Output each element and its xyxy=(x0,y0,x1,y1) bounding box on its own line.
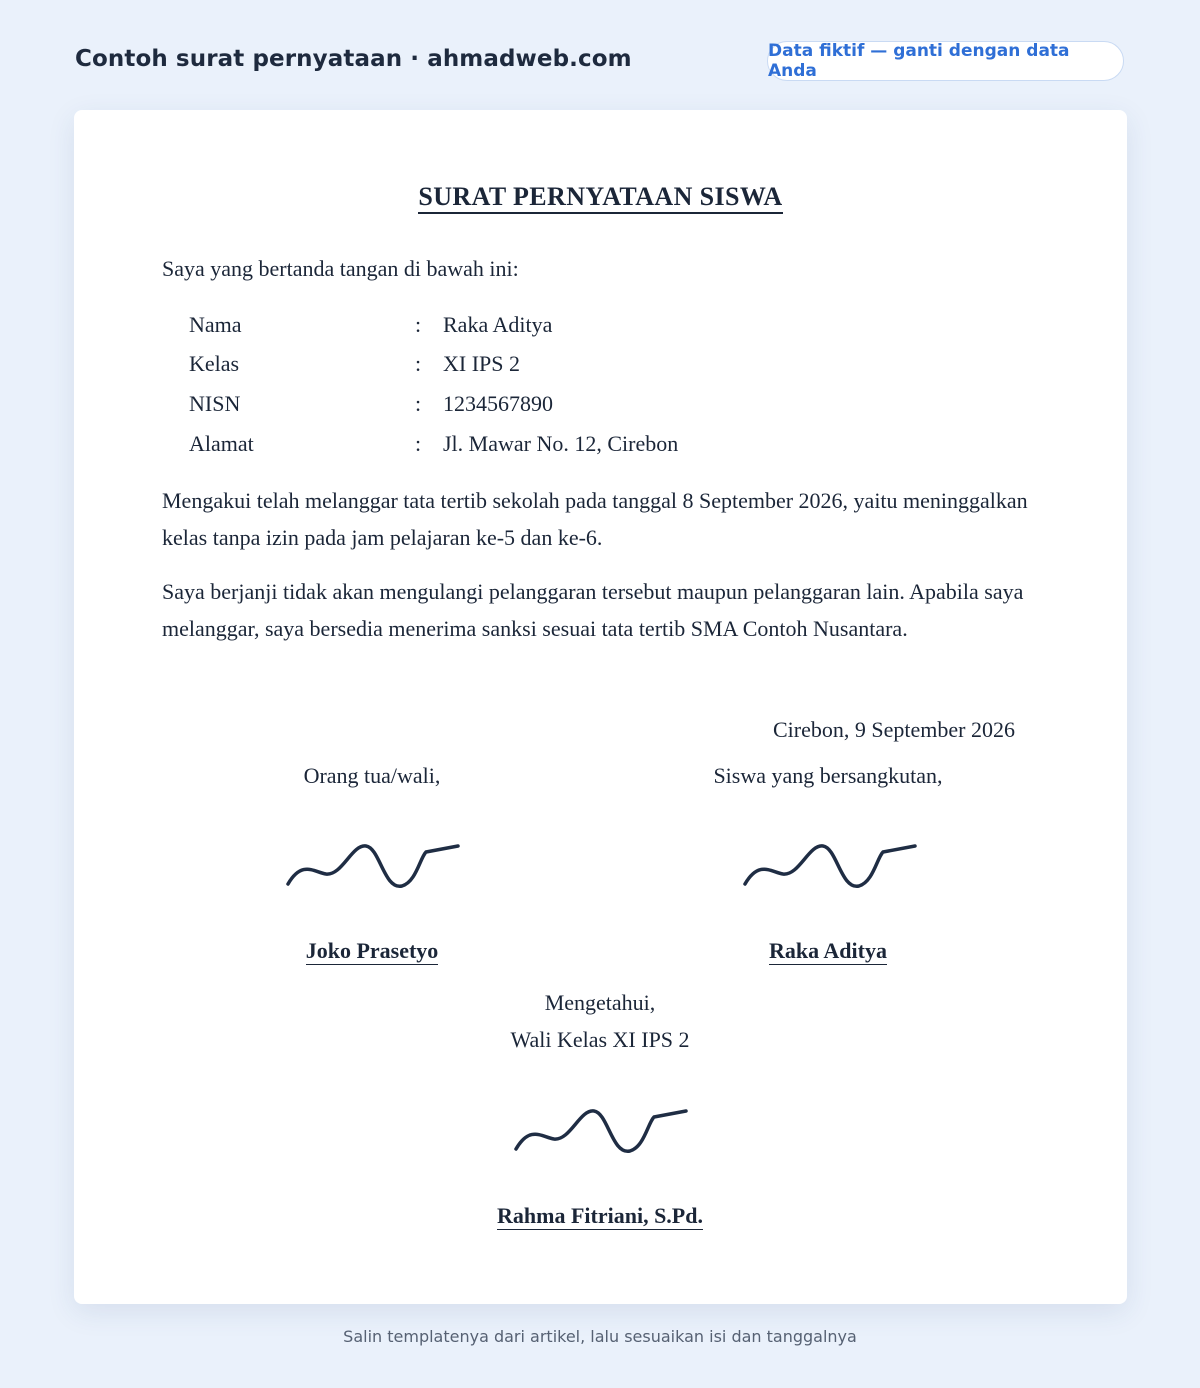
field-label-nama: Nama xyxy=(189,312,242,337)
letter-title-text: SURAT PERNYATAAN SISWA xyxy=(418,182,782,214)
student-signature-role: Siswa yang bersangkutan, xyxy=(713,763,943,788)
field-value-nisn: 1234567890 xyxy=(443,391,553,416)
field-colon: : xyxy=(415,312,422,337)
letter-card xyxy=(74,110,1127,1304)
place-date: Cirebon, 9 September 2026 xyxy=(773,717,1015,742)
field-label-alamat: Alamat xyxy=(189,431,254,456)
field-value-kelas: XI IPS 2 xyxy=(443,351,521,376)
student-signature-icon xyxy=(741,840,921,900)
student-name-text: Raka Aditya xyxy=(769,938,887,963)
parent-signature-icon xyxy=(284,840,464,900)
letter-title xyxy=(74,182,1127,212)
teacher-signature-icon xyxy=(512,1105,692,1165)
teacher-name-text: Rahma Fitriani, S.Pd. xyxy=(497,1203,703,1228)
teacher-signature-role: Wali Kelas XI IPS 2 xyxy=(510,1027,690,1052)
field-colon: : xyxy=(415,431,422,456)
parent-signature-role: Orang tua/wali, xyxy=(303,763,441,788)
field-value-nama: Raka Aditya xyxy=(443,312,553,337)
field-label-nisn: NISN xyxy=(189,391,241,416)
fictional-data-badge: Data fiktif — ganti dengan data Anda xyxy=(767,41,1124,81)
promise-paragraph: Saya berjanji tidak akan mengulangi pelanggaran tersebut maupun pelanggaran lain. Apabila saya melanggar, saya bersedia menerima sanksi sesuai tata tertib SMA Contoh Nusantara. xyxy=(162,579,1024,641)
field-colon: : xyxy=(415,391,422,416)
teacher-signature-name xyxy=(400,1203,800,1229)
field-label-kelas: Kelas xyxy=(189,351,240,376)
parent-name-text: Joko Prasetyo xyxy=(305,938,439,963)
page-header-title: Contoh surat pernyataan · ahmadweb.com xyxy=(75,46,632,72)
teacher-acknowledge-label: Mengetahui, xyxy=(544,990,656,1015)
field-colon: : xyxy=(415,351,422,376)
footer-note: Salin templatenya dari artikel, lalu sesuaikan isi dan tanggalnya xyxy=(343,1327,857,1346)
field-value-alamat: Jl. Mawar No. 12, Cirebon xyxy=(443,431,679,456)
statement-paragraph: Mengakui telah melanggar tata tertib sekolah pada tanggal 8 September 2026, yaitu meninggalkan kelas tanpa izin pada jam pelajaran ke-5 dan ke-6. xyxy=(162,488,1028,550)
letter-intro: Saya yang bertanda tangan di bawah ini: xyxy=(162,256,519,281)
student-signature-name xyxy=(678,938,978,964)
parent-signature-name xyxy=(222,938,522,964)
